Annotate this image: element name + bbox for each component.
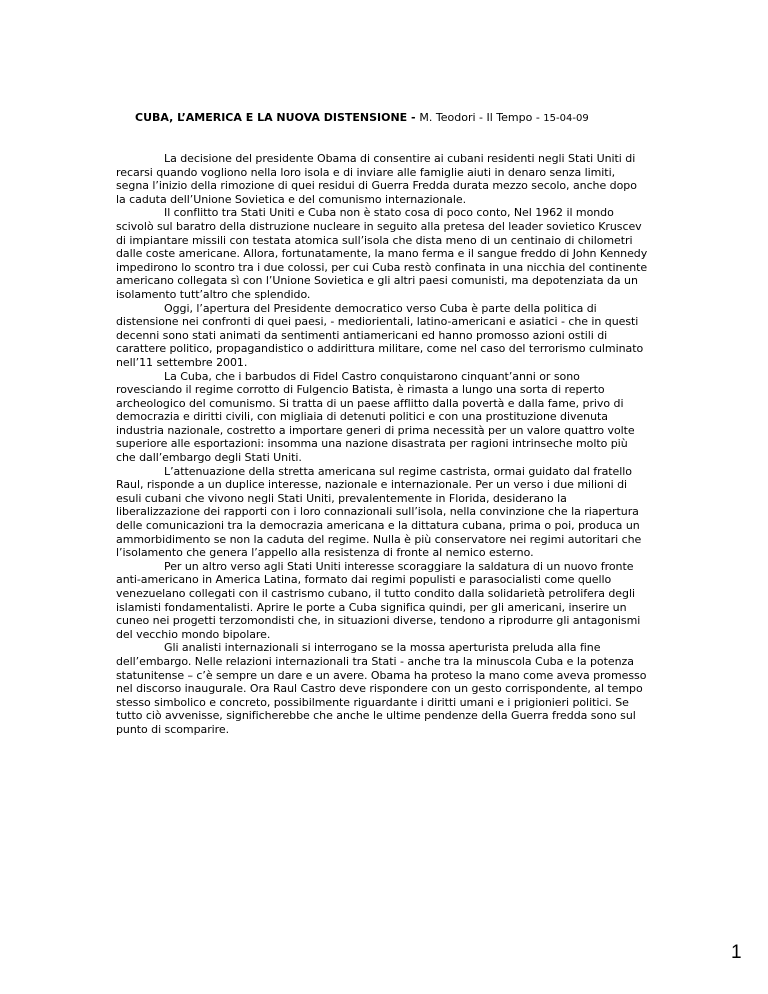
article-header xyxy=(135,111,589,126)
paragraph: L’attenuazione della stretta americana sul regime castrista, ormai guidato dal fratello Raul, risponde a un duplice interesse, nazionale e internazionale. Per un verso i due milioni di esuli cubani che vivono negli Stati Uniti, prevalentemente in Florida, desiderano la liberalizzazione dei rapporti con i loro connazionali sull’isola, nella convinzione che la riapertura delle comunicazioni tra la democrazia americana e la dittatura cubana, prima o poi, produca un ammorbidimento se non la caduta del regime. Nulla è più conservatore nei regimi autoritari che l’isolamento che genera l’appello alla resistenza di fronte al nemico esterno. xyxy=(116,464,642,560)
paragraph: La Cuba, che i barbudos di Fidel Castro conquistarono cinquant’anni or sono rovesciando il regime corrotto di Fulgencio Batista, è rimasta a lungo una sorta di reperto archeologico del comunismo. Si tratta di un paese afflitto dalla povertà e dalla fame, privo di democrazia e diritti civili, con migliaia di detenuti politici e con una prostituzione divenuta industria nazionale, costretto a importare generi di prima necessità per un valore quattro volte superiore alle esportazioni: insomma una nazione disastrata per ragioni intrinseche molto più che dall’embargo degli Stati Uniti. xyxy=(116,369,635,465)
paragraph: Il conflitto tra Stati Uniti e Cuba non è stato cosa di poco conto, Nel 1962 il mondo scivolò sul baratro della distruzione nucleare in seguito alla pretesa del leader sovietico Kruscev di impiantare missili con testata atomica sull’isola che dista meno di un centinaio di chilometri dalle coste americane. Allora, fortunatamente, la mano ferma e il sangue freddo di John Kennedy impedirono lo scontro tra i due colossi, per cui Cuba restò confinata in una nicchia del continente americano collegata sì con l’Unione Sovietica e gli altri paesi comunisti, ma depotenziata da un isolamento tutt’altro che splendido. xyxy=(116,206,648,301)
paragraph: Per un altro verso agli Stati Uniti interesse scoraggiare la saldatura di un nuovo fronte anti-americano in America Latina, formato dai regimi populisti e parasocialisti come quello venezuelano collegati con il castrismo cubano, il tutto condito dalla solidarietà petrolifera degli islamisti fondamentalisti. Aprire le porte a Cuba significa quindi, per gli americani, inserire un cuneo nei progetti terzomondisti che, in situazioni diverse, tendono a riprodurre gli antagonismi del vecchio mondo bipolare. xyxy=(116,559,641,641)
article-byline: M. Teodori - Il Tempo - xyxy=(419,111,544,124)
article-headline: CUBA, L’AMERICA E LA NUOVA DISTENSIONE - xyxy=(135,111,420,124)
paragraph: Oggi, l’apertura del Presidente democratico verso Cuba è parte della politica di distensione nei confronti di quei paesi, - mediorientali, latino-americani e asiatici - che in questi decenni sono stati animati da sentimenti antiamericani ed hanno promosso azioni ostili di carattere politico, propagandistico o addirittura militare, come nel caso del terrorismo culminato nell’11 settembre 2001. xyxy=(116,301,644,369)
article-body xyxy=(116,152,649,737)
page-number: 1 xyxy=(731,942,742,963)
paragraph: Gli analisti internazionali si interrogano se la mossa aperturista preluda alla fine dell’embargo. Nelle relazioni internazionali tra Stati - anche tra la minuscola Cuba e la potenza statunitense – c’è sempre un dare e un avere. Obama ha proteso la mano come aveva promesso nel discorso inaugurale. Ora Raul Castro deve rispondere con un gesto corrispondente, al tempo stesso simbolico e concreto, possibilmente riguardante i diritti umani e i prigionieri politici. Se tutto ciò avvenisse, significherebbe che anche le ultime pendenze della Guerra fredda sono sul punto di scomparire. xyxy=(116,641,647,736)
paragraph: La decisione del presidente Obama di consentire ai cubani residenti negli Stati Uniti di recarsi quando vogliono nella loro isola e di inviare alle famiglie aiuti in denaro senza limiti, segna l’inizio della rimozione di quei residui di Guerra Fredda durata mezzo secolo, anche dopo la caduta dell’Unione Sovietica e del comunismo internazionale. xyxy=(116,152,637,206)
article-date: 15-04-09 xyxy=(543,113,589,124)
